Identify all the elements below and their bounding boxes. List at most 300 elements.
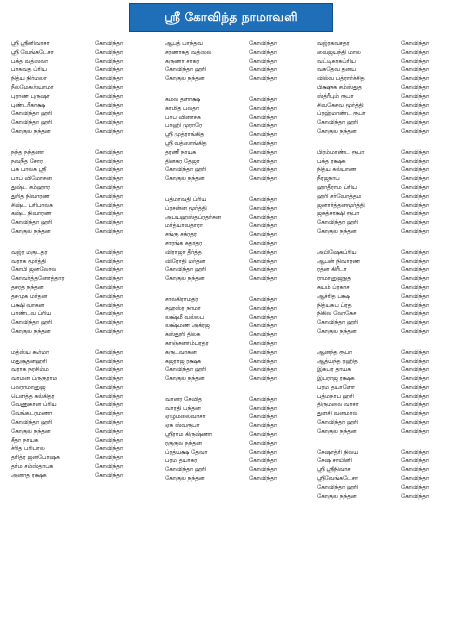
divine-name: ஆச்ரித பக்ஷ xyxy=(317,293,350,300)
namavali-line xyxy=(11,428,147,437)
namavali-line xyxy=(11,249,147,258)
refrain-text: கோவிந்தா xyxy=(95,384,123,391)
refrain-text: கோவிந்தா xyxy=(401,176,429,183)
namavali-line xyxy=(11,401,147,410)
namavali-line xyxy=(165,305,301,314)
group-spacer xyxy=(165,384,301,396)
refrain-text: கோவிந்தா xyxy=(249,67,277,74)
namavali-line xyxy=(317,410,453,419)
refrain-text: கோவிந்தா xyxy=(249,114,277,121)
namavali-line xyxy=(165,75,301,84)
refrain-text: கோவிந்தா xyxy=(249,196,277,203)
namavali-line xyxy=(317,166,453,175)
refrain-text: கோவிந்தா xyxy=(95,220,123,227)
namavali-line xyxy=(165,258,301,267)
namavali-line xyxy=(11,128,147,137)
refrain-text: கோவிந்தா xyxy=(401,367,429,374)
divine-name: புராண புருஷா xyxy=(11,93,50,100)
namavali-line xyxy=(11,184,147,193)
refrain-text: கோவிந்தா xyxy=(249,296,277,303)
refrain-text: கோவிந்தா xyxy=(401,58,429,65)
namavali-line xyxy=(317,266,453,275)
divine-name: இகபர தாயக xyxy=(317,367,351,374)
namavali-line xyxy=(317,457,453,466)
divine-name: தினகர தேஜா xyxy=(165,158,200,165)
refrain-text: கோவிந்தா xyxy=(401,128,429,135)
refrain-text: கோவிந்தா xyxy=(401,358,429,365)
divine-name: வஜ்ரகவசதர xyxy=(317,41,350,47)
namavali-line xyxy=(317,310,453,319)
refrain-text: கோவிந்தா xyxy=(249,232,277,239)
namavali-line xyxy=(317,349,453,358)
refrain-text: கோவிந்தா xyxy=(401,320,429,327)
divine-name: சீதா நாயக xyxy=(11,437,39,444)
namavali-line xyxy=(317,366,453,375)
namavali-line xyxy=(11,219,147,228)
divine-name: அபிஷேகப்ரிய xyxy=(317,249,357,256)
divine-name: நீரஜநாப xyxy=(317,176,340,183)
divine-name: பசு பாலக ஸ்ரீ xyxy=(11,167,47,174)
namavali-column xyxy=(11,40,147,481)
namavali-line xyxy=(165,358,301,367)
refrain-text: கோவிந்தா xyxy=(95,176,123,183)
refrain-text: கோவிந்தா xyxy=(401,84,429,91)
refrain-text: கோவிந்தா xyxy=(401,220,429,227)
divine-name: விராஜா தீர்த்த xyxy=(165,249,202,256)
namavali-line xyxy=(317,202,453,211)
divine-name: துளசி வனமால xyxy=(317,411,358,418)
group-spacer xyxy=(317,437,453,449)
refrain-text: கோவிந்தா xyxy=(249,240,277,247)
divine-name: சேஷ சாயினி xyxy=(317,458,352,465)
divine-name: வேணுகான ப்ரிய xyxy=(11,402,57,409)
divine-name: ஹாதீராம ப்ரிய xyxy=(317,184,357,191)
divine-name: ராமானுஜநுத xyxy=(317,276,352,283)
refrain-text: கோவிந்தா xyxy=(249,167,277,174)
refrain-text: கோவிந்தா xyxy=(401,428,429,435)
namavali-line xyxy=(317,219,453,228)
divine-name: தரித்ர ஜனபோஷக xyxy=(11,455,60,462)
group-spacer xyxy=(317,337,453,349)
refrain-text: கோவிந்தா xyxy=(249,405,277,412)
divine-name: கோவிந்தா ஹரி xyxy=(317,484,359,491)
namavali-line xyxy=(11,472,147,481)
refrain-text: கோவிந்தா xyxy=(249,58,277,65)
refrain-text: கோவிந்தா xyxy=(249,467,277,474)
refrain-text: கோவிந்தா xyxy=(95,93,123,100)
refrain-text: கோவிந்தா xyxy=(95,376,123,383)
divine-name: அனாத ரக்ஷக xyxy=(11,472,47,479)
refrain-text: கோவிந்தா xyxy=(95,311,123,318)
refrain-text: கோவிந்தா xyxy=(249,205,277,212)
namavali-line xyxy=(165,440,301,449)
divine-name: பரம தயாளோ xyxy=(317,384,355,391)
divine-name: கோகுல நந்தன xyxy=(165,76,205,83)
namavali-line xyxy=(165,349,301,358)
namavali-line xyxy=(317,66,453,75)
divine-name: பரம தயாகர xyxy=(165,458,198,465)
namavali-line xyxy=(11,119,147,128)
namavali-line xyxy=(165,413,301,422)
namavali-line xyxy=(165,405,301,414)
divine-name: வில்வ பத்ரார்ச்சித xyxy=(317,76,365,83)
divine-name: வைஜயந்தி மால xyxy=(317,49,361,56)
namavali-line xyxy=(317,193,453,202)
refrain-text: கோவிந்தா xyxy=(95,428,123,435)
refrain-text: கோவிந்தா xyxy=(95,149,123,156)
group-spacer xyxy=(11,337,147,349)
group-spacer xyxy=(11,137,147,149)
namavali-line xyxy=(165,366,301,375)
refrain-text: கோவிந்தா xyxy=(401,202,429,209)
namavali-line xyxy=(317,158,453,167)
divine-name: கோகுல நந்தன xyxy=(11,228,51,235)
refrain-text: கோவிந்தா xyxy=(249,223,277,230)
refrain-text: கோவிந்தா xyxy=(249,96,277,103)
namavali-line xyxy=(11,375,147,384)
divine-name: லக்ஷ்மண அக்ரஜ xyxy=(165,323,210,330)
divine-name: வானர சேவித xyxy=(165,396,202,403)
namavali-line xyxy=(317,93,453,102)
refrain-text: கோவிந்தா xyxy=(249,132,277,139)
refrain-text: கோவிந்தா xyxy=(95,111,123,118)
refrain-text: கோவிந்தா xyxy=(95,464,123,471)
divine-name: சேஷாத்ரி நிலய xyxy=(317,449,359,456)
refrain-text: கோவிந்தா xyxy=(95,120,123,127)
refrain-text: கோவிந்தா xyxy=(401,258,429,265)
namavali-line xyxy=(317,102,453,111)
divine-name: ரத்ன கிரீடா xyxy=(317,267,347,274)
refrain-text: கோவிந்தா xyxy=(95,358,123,365)
divine-name: பாண்டவ ப்ரிய xyxy=(11,311,52,318)
divine-name: பலராமானுஜ xyxy=(11,384,46,391)
divine-name: சிவகேசவ மூர்த்தி xyxy=(317,102,364,109)
namavali-line xyxy=(317,275,453,284)
refrain-text: கோவிந்தா xyxy=(249,332,277,339)
namavali-line xyxy=(165,475,301,484)
refrain-text: கோவிந்தா xyxy=(401,476,429,483)
namavali-line xyxy=(11,102,147,111)
namavali-line xyxy=(317,419,453,428)
refrain-text: கோவிந்தா xyxy=(249,432,277,439)
refrain-text: கோவிந்தா xyxy=(249,140,277,147)
divine-name: கருடவாகன xyxy=(165,349,197,356)
namavali-line xyxy=(11,302,147,311)
divine-name: ப்ரத்யக்ஷ தேவா xyxy=(165,449,208,456)
namavali-line xyxy=(11,445,147,454)
refrain-text: கோவிந்தா xyxy=(95,41,123,47)
divine-name: கோகுல நந்தன xyxy=(317,493,357,500)
namavali-line xyxy=(317,302,453,311)
refrain-text: கோவிந்தா xyxy=(401,293,429,300)
divine-name: வராக நரசிம்ம xyxy=(11,367,49,374)
namavali-line xyxy=(165,196,301,205)
divine-name: பத்மாவதி ப்ரிய xyxy=(165,196,207,203)
refrain-text: கோவிந்தா xyxy=(249,267,277,274)
namavali-line xyxy=(317,128,453,137)
namavali-line xyxy=(11,275,147,284)
divine-name: ஸ்ரீ வேங்கடேசா xyxy=(11,49,54,56)
divine-name: கோவிந்தா ஹரி xyxy=(165,467,207,474)
divine-name: வேங்கடரமணா xyxy=(11,411,53,418)
divine-name: பக்த வத்ஸலா xyxy=(11,58,49,65)
divine-name: ஸ்ரீ வத்ஸாங்கித xyxy=(165,140,207,147)
namavali-line xyxy=(11,202,147,211)
refrain-text: கோவிந்தா xyxy=(401,167,429,174)
group-spacer xyxy=(165,184,301,196)
refrain-text: கோவிந்தா xyxy=(95,202,123,209)
namavali-line xyxy=(165,114,301,123)
divine-name: வராக மூர்த்தி xyxy=(11,258,47,265)
divine-name: ஏக ஸ்வரூபா xyxy=(165,423,200,430)
refrain-text: கோவிந்தா xyxy=(401,393,429,400)
namavali-line xyxy=(317,175,453,184)
namavali-line xyxy=(11,328,147,337)
namavali-line xyxy=(165,422,301,431)
refrain-text: கோவிந்தா xyxy=(249,76,277,83)
divine-name: வட்டிகாசுப்ரிய xyxy=(317,58,356,65)
refrain-text: கோவிந்தா xyxy=(401,41,429,47)
divine-name: ஏழுமலைவாசா xyxy=(165,414,206,421)
divine-name: கோவிந்தா ஹரி xyxy=(317,220,359,227)
refrain-text: கோவிந்தா xyxy=(249,458,277,465)
divine-name: சஹஸ்ர நாமா xyxy=(165,305,201,312)
divine-name: காஞ்சனாம்பரதர xyxy=(165,340,209,347)
divine-name: கோகுல நந்தன xyxy=(317,328,357,335)
divine-name: நந்த நந்தனா xyxy=(11,149,44,156)
divine-name: பாப வினாசக xyxy=(165,114,201,121)
refrain-text: கோவிந்தா xyxy=(401,267,429,274)
namavali-line xyxy=(317,284,453,293)
refrain-text: கோவிந்தா xyxy=(401,484,429,491)
namavali-line xyxy=(165,131,301,140)
refrain-text: கோவிந்தா xyxy=(401,102,429,109)
refrain-text: கோவிந்தா xyxy=(401,276,429,283)
refrain-text: கோவிந்தா xyxy=(95,293,123,300)
namavali-line xyxy=(317,75,453,84)
divine-name: ஸ்த்ரீபும் ரூபா xyxy=(317,93,354,100)
divine-name: கோவிந்தா ஹரி xyxy=(317,420,359,427)
namavali-line xyxy=(11,454,147,463)
namavali-line xyxy=(165,58,301,67)
refrain-text: கோவிந்தா xyxy=(95,102,123,109)
refrain-text: கோவிந்தா xyxy=(95,320,123,327)
refrain-text: கோவிந்தா xyxy=(249,376,277,383)
namavali-line xyxy=(317,40,453,49)
divine-name: ப்ரஹ்மாண்ட ரூபா xyxy=(317,111,366,118)
refrain-text: கோவிந்தா xyxy=(95,349,123,356)
refrain-text: கோவிந்தா xyxy=(95,367,123,374)
refrain-text: கோவிந்தா xyxy=(249,340,277,347)
divine-name: சங்கு சக்ரதர xyxy=(165,232,197,239)
refrain-text: கோவிந்தா xyxy=(95,184,123,191)
divine-name: புண்டரீகாக்ஷ xyxy=(11,102,46,109)
namavali-line xyxy=(165,340,301,349)
namavali-line xyxy=(165,275,301,284)
refrain-text: கோவிந்தா xyxy=(401,49,429,56)
refrain-text: கோவிந்தா xyxy=(95,76,123,83)
divine-name: கோவிந்தா ஹரி xyxy=(11,220,53,227)
divine-name: ப்ரசன்ன மூர்த்தி xyxy=(165,205,207,212)
refrain-text: கோவிந்தா xyxy=(95,276,123,283)
divine-name: கோகுல நந்தன xyxy=(317,128,357,135)
divine-name: தசரத நந்தன xyxy=(11,284,44,291)
divine-name: விரோதி மர்தன xyxy=(165,258,206,265)
namavali-line xyxy=(165,66,301,75)
refrain-text: கோவிந்தா xyxy=(401,467,429,474)
refrain-text: கோவிந்தா xyxy=(95,158,123,165)
namavali-line xyxy=(165,322,301,331)
refrain-text: கோவிந்தா xyxy=(249,440,277,447)
divine-name: துஷ்ட சம்ஹார xyxy=(11,184,50,191)
divine-name: கஜராஜ ரக்ஷக xyxy=(165,358,202,365)
namavali-line xyxy=(317,110,453,119)
namavali-line xyxy=(165,166,301,175)
divine-name: நித்யசுப ப்ரத xyxy=(317,302,352,309)
namavali-line xyxy=(165,122,301,131)
namavali-line xyxy=(165,240,301,249)
namavali-line xyxy=(165,266,301,275)
divine-name: கோபி ஜனலோல xyxy=(11,267,57,274)
namavali-column xyxy=(317,40,453,501)
divine-name: சாலகிராமதர xyxy=(165,296,199,303)
refrain-text: கோவிந்தா xyxy=(249,305,277,312)
divine-name: கோகுல நந்தன xyxy=(165,176,205,183)
namavali-line xyxy=(11,228,147,237)
namavali-line xyxy=(11,393,147,402)
refrain-text: கோவிந்தா xyxy=(95,302,123,309)
refrain-text: கோவிந்தா xyxy=(401,376,429,383)
divine-name: கஷ்ட நிவாரண xyxy=(11,211,52,218)
divine-name: திருமலை வாசா xyxy=(317,402,359,409)
divine-name: பிக்ஷுக சம்ஸ்துத xyxy=(317,84,362,91)
refrain-text: கோவிந்தா xyxy=(95,446,123,453)
divine-name: நித்ய நிர்மலா xyxy=(11,76,47,83)
divine-name: தர்ம சம்ஸ்தாபக xyxy=(11,464,54,471)
refrain-text: கோவிந்தா xyxy=(401,284,429,291)
refrain-text: கோவிந்தா xyxy=(401,311,429,318)
namavali-line xyxy=(317,228,453,237)
refrain-text: கோவிந்தா xyxy=(95,472,123,479)
namavali-line xyxy=(11,358,147,367)
divine-name: பக்த ரக்ஷக xyxy=(317,158,346,165)
divine-name: ஆனந்த ரூபா xyxy=(317,349,353,356)
refrain-text: கோவிந்தா xyxy=(401,302,429,309)
refrain-text: கோவிந்தா xyxy=(249,158,277,165)
namavali-line xyxy=(165,105,301,114)
namavali-line xyxy=(317,49,453,58)
divine-name: பாப விமோசன xyxy=(11,176,52,183)
namavali-line xyxy=(165,331,301,340)
refrain-text: கோவிந்தா xyxy=(401,458,429,465)
namavali-line xyxy=(165,149,301,158)
divine-name: ஜனார்த்தனமூர்த்தி xyxy=(317,202,365,209)
refrain-text: கோவிந்தா xyxy=(249,414,277,421)
divine-name: கஸ்தூரி திலக xyxy=(165,332,201,339)
namavali-line xyxy=(317,466,453,475)
divine-name: ரகுகுல நந்தன xyxy=(165,440,202,447)
divine-name: சுயம் ப்ரகாச xyxy=(317,284,350,291)
divine-name: கோகுல நந்தன xyxy=(11,328,51,335)
refrain-text: கோவிந்தா xyxy=(95,249,123,256)
namavali-line xyxy=(317,449,453,458)
refrain-text: கோவிந்தா xyxy=(401,411,429,418)
divine-name: கோவிந்தா ஹரி xyxy=(165,167,207,174)
refrain-text: கோவிந்தா xyxy=(401,67,429,74)
namavali-line xyxy=(317,249,453,258)
divine-name: கோவிந்தா ஹரி xyxy=(317,120,359,127)
divine-name: கோவிந்தா ஹரி xyxy=(11,320,53,327)
divine-name: கோவிந்தா ஹரி xyxy=(165,267,207,274)
namavali-line xyxy=(165,457,301,466)
refrain-text: கோவிந்தா xyxy=(249,423,277,430)
namavali-line xyxy=(165,431,301,440)
divine-name: வஜ்ர மகுடதர xyxy=(11,249,48,256)
divine-name: பிரம்மாண்ட ரூபா xyxy=(317,149,365,156)
refrain-text: கோவிந்தா xyxy=(249,176,277,183)
refrain-text: கோவிந்தா xyxy=(401,111,429,118)
refrain-text: கோவிந்தா xyxy=(249,105,277,112)
refrain-text: கோவிந்தா xyxy=(95,393,123,400)
divine-name: கருணா சாகர xyxy=(165,58,200,65)
divine-name: சரணாகத வத்ஸல xyxy=(165,49,212,56)
namavali-line xyxy=(11,293,147,302)
refrain-text: கோவிந்தா xyxy=(249,476,277,483)
namavali-line xyxy=(165,231,301,240)
group-spacer xyxy=(11,237,147,249)
namavali-line xyxy=(317,210,453,219)
refrain-text: கோவிந்தா xyxy=(95,402,123,409)
refrain-text: கோவிந்தா xyxy=(249,349,277,356)
namavali-line xyxy=(11,84,147,93)
refrain-text: கோவிந்தா xyxy=(95,411,123,418)
refrain-text: கோவிந்தா xyxy=(249,123,277,130)
refrain-text: கோவிந்தா xyxy=(249,449,277,456)
divine-name: நவநீத சோர xyxy=(11,158,43,165)
refrain-text: கோவிந்தா xyxy=(401,158,429,165)
refrain-text: கோவிந்தா xyxy=(401,349,429,356)
divine-name: ஆபன் நிவாரண xyxy=(317,258,360,265)
refrain-text: கோவிந்தா xyxy=(401,449,429,456)
namavali-line xyxy=(317,475,453,484)
divine-name: கோவிந்தா ஹரி xyxy=(165,367,207,374)
refrain-text: கோவிந்தா xyxy=(95,267,123,274)
refrain-text: கோவிந்தா xyxy=(401,184,429,191)
divine-name: ச்ரித பரிபால xyxy=(11,446,45,453)
namavali-line xyxy=(165,175,301,184)
refrain-text: கோவிந்தா xyxy=(401,493,429,500)
divine-name: பாஹி முராரே xyxy=(165,123,203,130)
divine-name: பௌத்த கல்கிதர xyxy=(11,393,55,400)
divine-name: துரித நிவாரண xyxy=(11,193,50,200)
namavali-line xyxy=(11,437,147,446)
refrain-text: கோவிந்தா xyxy=(95,437,123,444)
namavali-line xyxy=(317,293,453,302)
namavali-line xyxy=(165,96,301,105)
namavali-line xyxy=(11,193,147,202)
refrain-text: கோவிந்தா xyxy=(95,420,123,427)
refrain-text: கோவிந்தா xyxy=(95,193,123,200)
refrain-text: கோவிந்தா xyxy=(95,455,123,462)
refrain-text: கோவிந்தா xyxy=(95,128,123,135)
namavali-line xyxy=(317,375,453,384)
namavali-line xyxy=(165,296,301,305)
divine-name: காமித பலதா xyxy=(165,105,199,112)
refrain-text: கோவிந்தா xyxy=(249,149,277,156)
divine-name: கோவிந்தா ஹரி xyxy=(165,67,207,74)
divine-name: மர்த்யாவதாரா xyxy=(165,223,203,230)
divine-name: ஸ்ரீ ஸ்ரீநிவாச xyxy=(317,467,351,474)
